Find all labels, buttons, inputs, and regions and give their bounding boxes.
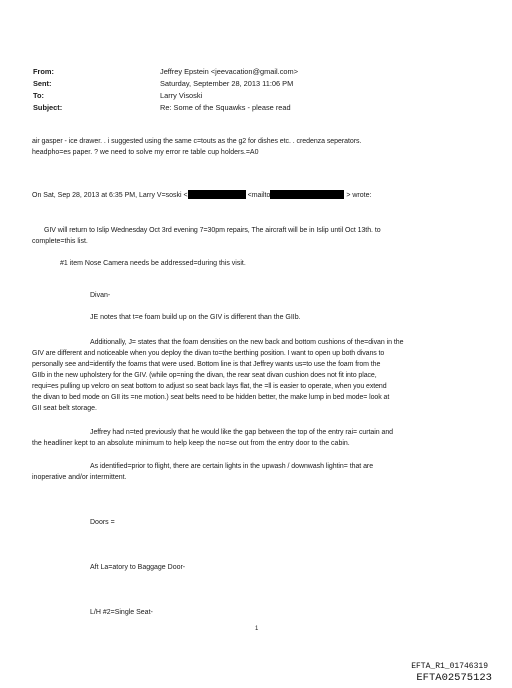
quote-header-suffix: > wrote:: [346, 192, 372, 199]
sent-label: Sent:: [33, 79, 52, 88]
quoted-p1-line-2: complete=this list.: [32, 238, 88, 245]
jeffrey-line-2: the headliner kept to an absolute minimum to help keep the no=se out from the entry door to the cabin.: [32, 440, 350, 447]
page-number: 1: [255, 626, 259, 632]
je-note: JE notes that t=e foam build up on the GIV is different than the GIIb.: [90, 314, 301, 321]
item-1-nose-camera: #1 item Nose Camera needs be addressed=during this visit.: [60, 260, 246, 267]
sent-value: Saturday, September 28, 2013 11:06 PM: [160, 79, 294, 88]
quote-header-prefix: On Sat, Sep 28, 2013 at 6:35 PM, Larry V=soski <: [32, 192, 188, 199]
additionally-line-7: GII seat belt storage.: [32, 405, 97, 412]
additionally-line-6: the divan to bed mode on GII its =ne motion.) seat belts need to be hidden better, the make lump in bed mode= look at: [32, 394, 390, 401]
identified-line-1: As identified=prior to flight, there are certain lights in the upwash / downwash lightin= that are: [90, 463, 374, 470]
bates-id-large: EFTA02575123: [416, 672, 492, 684]
reply-line-1: air gasper - ice drawer. . i suggested using the same c=touts as the g2 for dishes etc. . credenza seperators.: [32, 138, 362, 145]
quote-header: [32, 190, 371, 201]
subject-label: Subject:: [33, 103, 63, 112]
to-label: To:: [33, 91, 44, 100]
subject-value: Re: Some of the Squawks - please read: [160, 103, 291, 112]
quote-header-mailto: <mailto: [247, 192, 271, 199]
quoted-p1-line-1: GIV will return to Islip Wednesday Oct 3rd evening 7=30pm repairs, The aircraft will be in Islip until Oct 13th. to: [44, 227, 381, 234]
from-label: From:: [33, 67, 54, 76]
additionally-line-4: GIIb in the new upholstery for the GIV. (while op=ning the divan, the rear seat divan cushion does not fit into place,: [32, 372, 377, 379]
bates-id-small: EFTA_R1_01746319: [411, 662, 488, 671]
additionally-line-2: GIV are different and noticeable when you deploy the divan to=the berthing position. I want to open up both divans to: [32, 350, 385, 357]
jeffrey-line-1: Jeffrey had n=ted previously that he would like the gap between the top of the entry rai= curtain and: [90, 429, 394, 436]
from-value: Jeffrey Epstein <jeevacation@gmail.com>: [160, 67, 299, 76]
identified-line-2: inoperative and/or intermittent.: [32, 474, 127, 481]
doors-item: Doors =: [90, 519, 115, 526]
redaction-bar: [270, 190, 344, 199]
additionally-line-5: requi=es pulling up velcro on seat bottom to adjust so seat back lays flat, the =ll is easier to operate, when you extend: [32, 383, 387, 390]
aft-lavatory-item: Aft La=atory to Baggage Door-: [90, 564, 186, 571]
redaction-bar: [188, 190, 246, 199]
reply-line-2: headpho=es paper. ? we need to solve my error re table cup holders.=A0: [32, 149, 259, 156]
to-value: Larry Visoski: [160, 91, 203, 100]
lh-single-seat-item: L/H #2=Single Seat-: [90, 609, 153, 616]
additionally-line-3: personally see and=identify the foams that were used. Bottom line is that Jeffrey wants us=to use the foam from the: [32, 361, 381, 368]
additionally-line-1: Additionally, J= states that the foam densities on the new back and bottom cushions of the=divan in the: [90, 339, 404, 346]
divan-heading: Divan-: [90, 292, 111, 299]
